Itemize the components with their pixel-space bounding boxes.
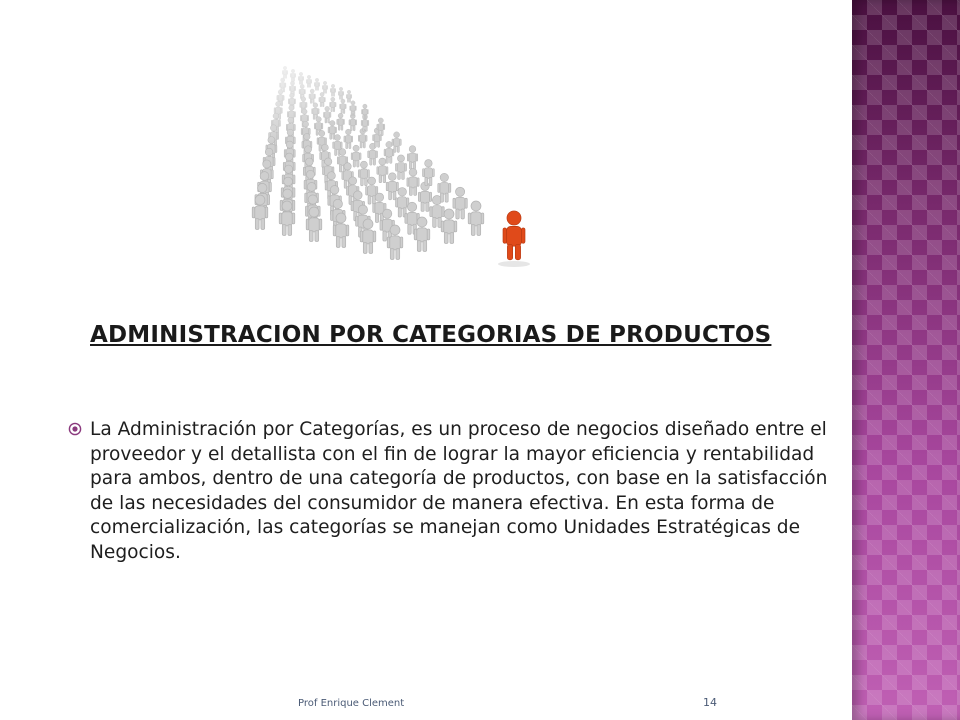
- bullet-icon: [68, 422, 82, 436]
- slide-title: ADMINISTRACION POR CATEGORIAS DE PRODUCTOS: [90, 322, 772, 348]
- bullet-item: [68, 418, 848, 565]
- crowd-figures-icon: [240, 50, 590, 275]
- body-paragraph: La Administración por Categorías, es un proceso de negocios diseñado entre el proveedor y el detallista con el fin de lograr la mayor eficiencia y rentabilidad para ambos, dentro de una categoría de productos, con base en la satisfacción de las necesidades del consumidor de manera efectiva. En esta forma de comercialización, las categorías se manejan como Unidades Estratégicas de Negocios.: [90, 419, 828, 563]
- decorative-side-band: [852, 0, 960, 720]
- footer-author: Prof Enrique Clement: [298, 698, 405, 709]
- page-number: 14: [703, 696, 717, 709]
